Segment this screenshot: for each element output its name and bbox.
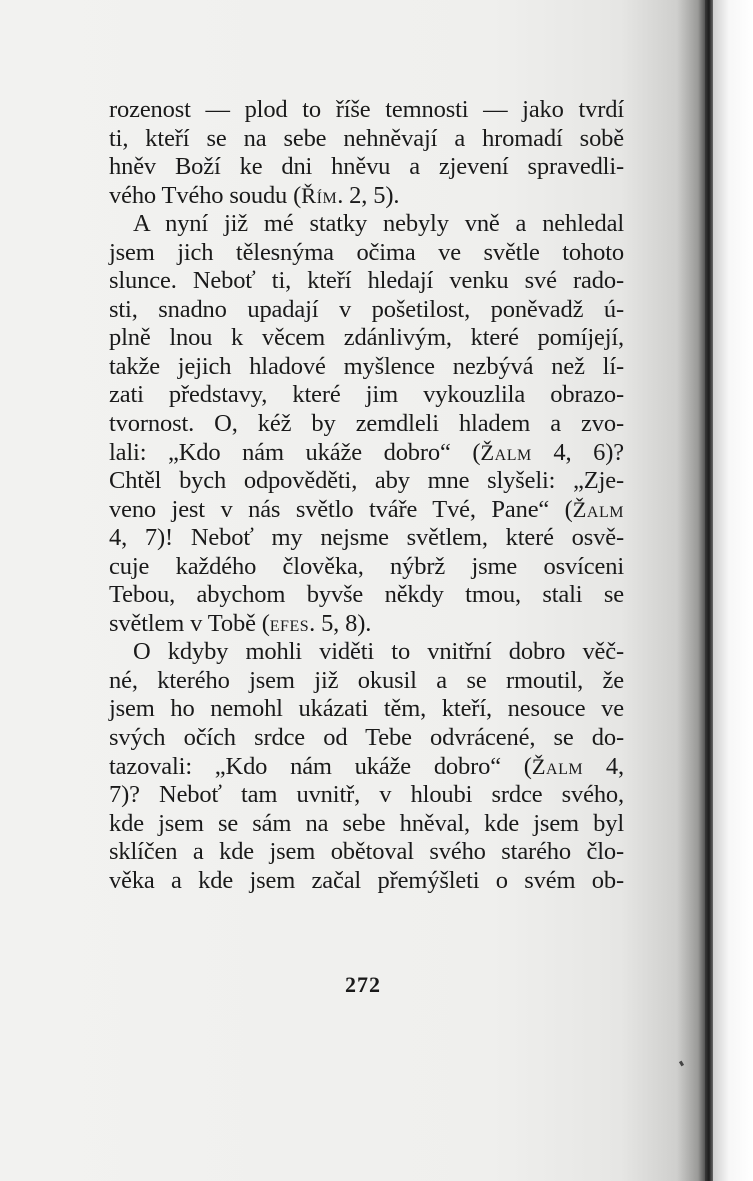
text-line: jsem jich tělesnýma očima ve světle tohoto xyxy=(109,238,624,266)
text-line-paragraph-start: A nyní již mé statky nebyly vně a nehledal xyxy=(133,210,624,238)
text-line: slunce. Neboť ti, kteří hledají venku své rado- xyxy=(109,267,624,295)
body-text xyxy=(109,96,624,895)
text-fragment: tazovali: „Kdo nám ukáže dobro“ ( xyxy=(109,752,532,780)
citation-book: Žalm xyxy=(531,753,584,779)
print-speck xyxy=(679,1061,684,1067)
text-line: cuje každého člověka, nýbrž jsme osvíceni xyxy=(109,552,624,580)
text-line xyxy=(109,439,624,468)
text-line: Tebou, abychom byvše někdy tmou, stali se xyxy=(109,581,624,609)
text-line: Chtěl bych odpověděti, aby mne slyšeli: „Zje- xyxy=(109,467,624,495)
text-line: ti, kteří se na sebe nehněvají a hromadí sobě xyxy=(109,124,624,152)
text-line: 7)? Neboť tam uvnitř, v hloubi srdce svého, xyxy=(109,781,624,809)
page-margin-shadow xyxy=(713,0,753,1181)
text-line: tvornost. O, kéž by zemdleli hladem a zvo- xyxy=(109,410,624,438)
citation-book: Žalm xyxy=(572,496,624,522)
text-fragment: 4, 6)? xyxy=(531,438,624,466)
text-line: sklíčen a kde jsem obětoval svého starého člo- xyxy=(109,838,624,866)
text-fragment: lali: „Kdo nám ukáže dobro“ ( xyxy=(109,438,481,466)
citation-book: Žalm xyxy=(480,439,532,465)
text-line: 4, 7)! Neboť my nejsme světlem, které osvě- xyxy=(109,524,624,552)
text-line: svých očích srdce od Tebe odvrácené, se do- xyxy=(109,724,624,752)
text-fragment: . 5, 8). xyxy=(309,609,372,637)
book-spine-edge xyxy=(705,0,713,1181)
text-line: věka a kde jsem začal přemýšleti o svém ob- xyxy=(109,866,624,894)
text-line xyxy=(109,610,624,639)
text-line: hněv Boží ke dni hněvu a zjevení spravedli- xyxy=(109,153,624,181)
text-line: zati představy, které jim vykouzlila obrazo- xyxy=(109,381,624,409)
text-fragment: 4, xyxy=(583,752,624,780)
text-fragment: světlem v Tobě ( xyxy=(109,609,270,637)
text-line-paragraph-start: O kdyby mohli viděti to vnitřní dobro věč- xyxy=(133,638,624,666)
text-line xyxy=(109,182,624,211)
text-fragment: vého Tvého soudu ( xyxy=(109,181,302,209)
page-number: 272 xyxy=(345,972,381,997)
text-line xyxy=(109,496,624,525)
text-fragment: veno jest v nás světlo tváře Tvé, Pane“ ( xyxy=(109,495,573,523)
text-line: jsem ho nemohl ukázati těm, kteří, nesouce ve xyxy=(109,695,624,723)
text-line: kde jsem se sám na sebe hněval, kde jsem byl xyxy=(109,809,624,837)
text-line: sti, snadno upadají v pošetilost, poněvadž ú- xyxy=(109,295,624,323)
text-line: né, kterého jsem již okusil a se rmoutil, že xyxy=(109,666,624,694)
text-line: plně lnou k věcem zdánlivým, které pomíjejí, xyxy=(109,324,624,352)
text-line: takže jejich hladové myšlence nezbývá než lí- xyxy=(109,352,624,380)
text-line: rozenost — plod to říše temnosti — jako tvrdí xyxy=(109,96,624,123)
text-line xyxy=(109,753,624,782)
text-fragment: . 2, 5). xyxy=(337,181,400,209)
citation-book: efes xyxy=(269,610,310,636)
citation-book: Řím xyxy=(301,182,338,208)
